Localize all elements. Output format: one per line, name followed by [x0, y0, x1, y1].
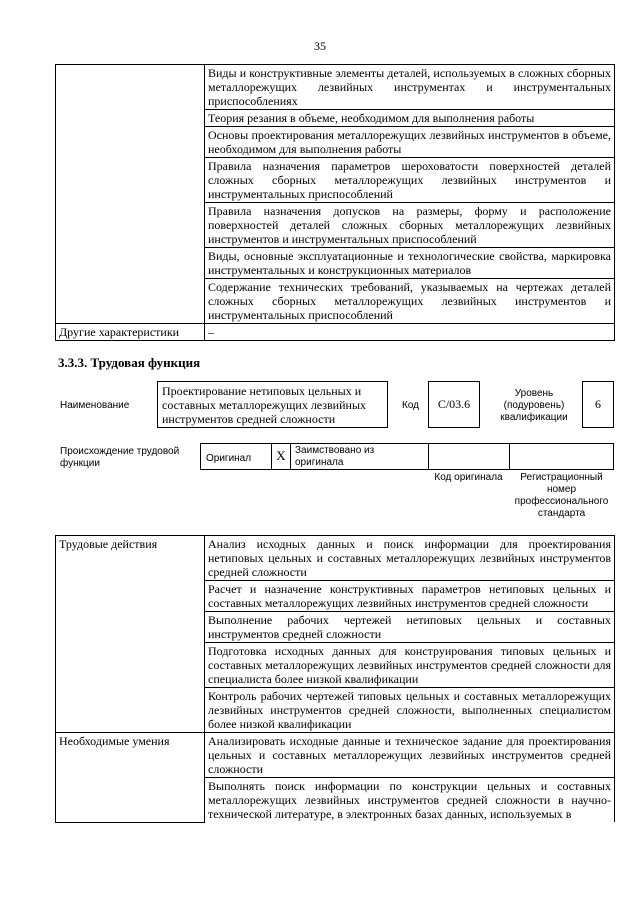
- action-item: Расчет и назначение конструктивных параметров нетиповых цельных и составных металлорежущих лезвийных инструментов средней сложности: [205, 581, 615, 612]
- action-item: Подготовка исходных данных для конструирования типовых цельных и составных металлорежущих лезвийных инструментов средней сложности для специалиста более низкой квалификации: [205, 643, 615, 688]
- knowledge-table: [55, 64, 615, 341]
- function-code-box: C/03.6: [428, 381, 480, 428]
- level-value-box: 6: [582, 381, 614, 428]
- origin-label: Происхождение трудовой функции: [60, 446, 180, 469]
- knowledge-item: Правила назначения параметров шероховатости поверхностей деталей сложных сборных металлорежущих лезвийных инструментов и инструментальных приспособлений: [205, 158, 615, 203]
- knowledge-item: Содержание технических требований, указываемых на чертежах деталей сложных сборных металлорежущих лезвийных инструментов и инструментальных приспособлений: [205, 279, 615, 324]
- reg-number-label: Регистрационный номер профессионального стандарта: [514, 472, 609, 519]
- name-label: Наименование: [60, 400, 130, 411]
- other-characteristics-value: –: [205, 324, 615, 341]
- knowledge-item: Виды и конструктивные элементы деталей, используемых в сложных сборных металлорежущих лезвийных инструментах и инструментальных приспособлениях: [205, 65, 615, 110]
- table-row: [56, 324, 615, 341]
- function-table: [55, 535, 615, 823]
- action-item: Анализ исходных данных и поиск информации для проектирования нетиповых цельных и составных металлорежущих лезвийных инструментов средней сложности: [205, 536, 615, 581]
- knowledge-item: Виды, основные эксплуатационные и технологические свойства, маркировка инструментальных и конструкционных материалов: [205, 248, 615, 279]
- knowledge-item: Теория резания в объеме, необходимом для выполнения работы: [205, 110, 615, 127]
- section-heading: 3.3.3. Трудовая функция: [58, 355, 201, 370]
- origin-code-label: Код оригинала: [434, 472, 503, 483]
- table-row: [56, 65, 615, 110]
- action-item: Выполнение рабочих чертежей нетиповых цельных и составных инструментов средней сложности: [205, 612, 615, 643]
- empty-label-cell: [56, 65, 205, 324]
- knowledge-item: Правила назначения допусков на размеры, форму и расположение поверхностей деталей сложных сборных металлорежущих лезвийных инструментов и инструментальных приспособлений: [205, 203, 615, 248]
- code-label: Код: [402, 400, 420, 411]
- original-checkmark: X: [276, 448, 286, 463]
- skills-label: Необходимые умения: [56, 733, 205, 823]
- table-row: [56, 733, 615, 778]
- skill-item: Выполнять поиск информации по конструкции цельных и составных металлорежущих лезвийных инструментов средней сложности в научно-технической литературе, в электронных базах данных, используемых в: [205, 778, 615, 823]
- skill-item: Анализировать исходные данные и техническое задание для проектирования цельных и составных металлорежущих лезвийных инструментов средней сложности: [205, 733, 615, 778]
- table-row: [56, 536, 615, 581]
- function-name-box: Проектирование нетиповых цельных и составных металлорежущих лезвийных инструментов средней сложности: [157, 381, 388, 428]
- other-characteristics-label: Другие характеристики: [56, 324, 205, 341]
- level-label: Уровень (подуровень) квалификации: [500, 388, 568, 423]
- borrowed-label: Заимствовано из оригинала: [295, 445, 375, 468]
- action-item: Контроль рабочих чертежей типовых цельных и составных металлорежущих лезвийных инструментов средней сложности, выполненных специалистом более низкой квалификации: [205, 688, 615, 733]
- page-number: 35: [314, 39, 326, 53]
- knowledge-item: Основы проектирования металлорежущих лезвийных инструментов в объеме, необходимом для выполнения работы: [205, 127, 615, 158]
- origin-divider: [428, 443, 429, 470]
- actions-label: Трудовые действия: [56, 536, 205, 733]
- original-label: Оригинал: [206, 453, 252, 464]
- origin-divider: [509, 443, 510, 470]
